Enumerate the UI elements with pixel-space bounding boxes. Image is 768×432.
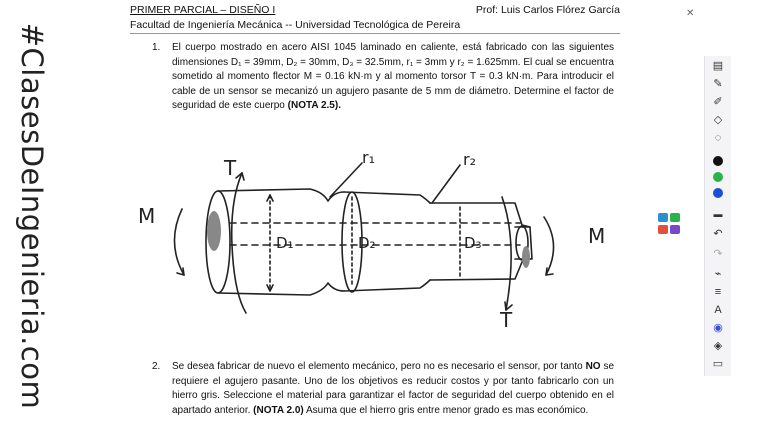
question-body: El cuerpo mostrado en acero AISI 1045 laminado en caliente, está fabricado con las siguientes dimensiones D₁ = 39mm, D₂ = 30mm, D₃ = 32.5mm, r₁ = 3mm y r₂ = 1.625mm. El cual se encuentra sometido al momento flector M = 0.16 kN·m y al momento torsor T = 0.3 kN·m. Para introducir el cable de un sensor se mecanizó un agujero pasante de 5 mm de diámetro. Determine el factor de seguridad de este cuerpo	[172, 42, 614, 111]
stroke-width-icon[interactable]: ▬	[713, 209, 723, 219]
question-number: 2.	[152, 361, 161, 372]
question-1	[152, 41, 614, 114]
professor-name: Prof: Luis Carlos Flórez García	[475, 4, 620, 16]
shaft-right-end-shade	[522, 246, 530, 268]
site-watermark	[6, 0, 58, 432]
ink-to-shape-icon[interactable]: ⌁	[714, 268, 722, 280]
color-green-swatch[interactable]	[713, 172, 723, 182]
ink-replay-icon[interactable]: ◉	[713, 322, 723, 334]
ruler-icon[interactable]: ≡	[714, 286, 722, 298]
pen-icon[interactable]: ✎	[713, 78, 723, 90]
faculty-line: Facultad de Ingeniería Mecánica -- Universidad Tecnológica de Pereira	[130, 19, 461, 31]
question-body-c: Asuma que el hierro gris entre menor grado es mas económico.	[303, 404, 589, 416]
label-moment-right: M	[588, 224, 606, 248]
emphasis-no: NO	[585, 361, 601, 372]
label-d3: D₃	[464, 234, 482, 252]
question-body-b: se requiere el agujero pasante. Uno de los objetivos es reducir costos y por tanto fabricarlo con un hierro gris. Seleccione el material para garantizar el factor de seguridad del cuerpo obtenido en el apartado anterior.	[172, 361, 615, 416]
eraser-icon[interactable]: ◇	[713, 114, 723, 126]
leader-r2	[432, 165, 460, 203]
ink-toolbar	[704, 56, 731, 376]
header-divider	[130, 33, 620, 34]
label-r2: r₂	[463, 150, 476, 169]
page-icon[interactable]: ▭	[712, 358, 724, 370]
label-torque-right: T	[500, 308, 513, 330]
shaft-bottom-outline-right	[430, 259, 530, 280]
shaft-left-end-shade	[207, 211, 221, 251]
shapes-icon[interactable]: ◈	[713, 340, 723, 352]
label-d2: D₂	[358, 234, 376, 252]
question-grade: (NOTA 2.5).	[287, 100, 341, 111]
question-text	[172, 360, 614, 418]
redo-icon[interactable]: ↷	[713, 248, 723, 260]
course-title: PRIMER PARCIAL – DISEÑO I	[130, 4, 276, 16]
app-switcher-icon[interactable]	[658, 213, 688, 237]
label-moment-left: M	[138, 204, 156, 228]
question-grade: (NOTA 2.0)	[253, 404, 304, 416]
lasso-icon[interactable]: ◌	[714, 132, 722, 144]
header-top	[130, 4, 620, 16]
moment-arrow-left	[174, 209, 184, 275]
label-r1: r₁	[362, 148, 375, 167]
text-icon[interactable]: A	[714, 304, 722, 316]
note-icon[interactable]: ▤	[712, 60, 724, 72]
question-number: 1.	[152, 42, 161, 53]
question-body-a: Se desea fabricar de nuevo el elemento mecánico, pero no es necesario el sensor, por tanto	[172, 361, 586, 372]
torque-arrow-right	[502, 197, 511, 310]
question-text	[172, 41, 614, 114]
close-icon[interactable]: ✕	[686, 8, 695, 19]
color-blue-swatch[interactable]	[713, 188, 723, 198]
moment-arrow-right	[544, 217, 554, 275]
color-black-swatch[interactable]	[713, 156, 723, 166]
question-2	[152, 360, 614, 418]
torque-arrow-left	[232, 173, 246, 313]
label-d1: D₁	[276, 234, 294, 252]
label-torque-left: T	[224, 156, 237, 180]
undo-icon[interactable]: ↶	[713, 228, 723, 240]
watermark-text: #ClasesDeIngenieria.com	[15, 22, 49, 410]
shaft-diagram	[130, 145, 620, 330]
highlighter-icon[interactable]: ✐	[713, 96, 723, 108]
